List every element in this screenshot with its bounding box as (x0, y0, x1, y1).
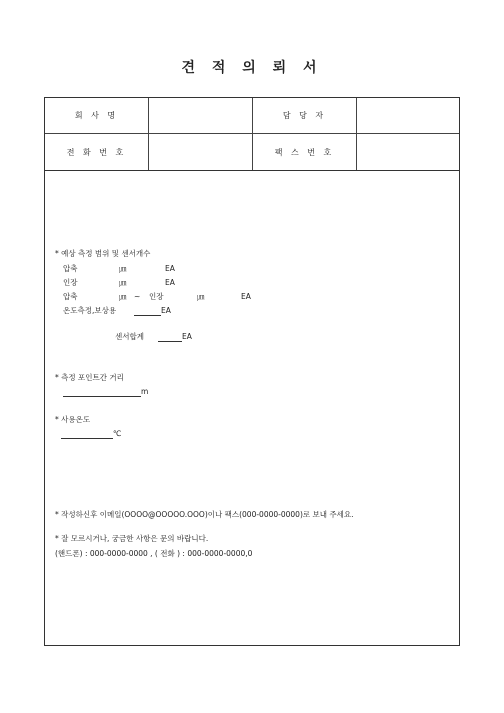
contact-label: 담 당 자 (253, 98, 357, 133)
inquiry-note: * 잘 모르시거나, 궁금한 사항은 문의 바랍니다. (55, 534, 209, 543)
sensor-total-ea: EA (182, 332, 192, 341)
contact-value-field[interactable] (357, 98, 461, 133)
document-title: 견 적 의 뢰 서 (181, 60, 323, 76)
info-row-1 (45, 98, 459, 134)
phone-value-field[interactable] (149, 134, 253, 170)
range-row-both-label: 압축 (63, 292, 78, 301)
phone-label: 전 화 번 호 (45, 134, 149, 170)
range-row-tension-unit: ㎛ (119, 278, 127, 287)
range-row-both-unit: ㎛ (119, 292, 127, 301)
company-label: 회 사 명 (45, 98, 149, 133)
temperature-blank[interactable] (61, 430, 113, 439)
range-row-tension-ea: EA (165, 278, 175, 287)
email-instruction: * 작성하신후 이메일(OOOO@OOOOO.OOO)이나 팩스(000-0000-0000)로 보내 주세요. (55, 510, 354, 519)
distance-blank[interactable] (63, 388, 141, 397)
fax-value-field[interactable] (357, 134, 461, 170)
temp-comp-blank[interactable] (134, 307, 161, 316)
sensor-total-blank[interactable] (158, 333, 182, 342)
info-row-2 (45, 134, 459, 171)
range-row-compression-ea: EA (165, 264, 175, 273)
temp-comp-label: 온도측정,보상용 (63, 306, 117, 315)
contact-numbers: (핸드폰) : 000-0000-0000 , ( 전화 ) : 000-0000-0000,0 (55, 549, 253, 558)
range-row-both-label2: 인장 (149, 292, 164, 301)
form-frame (44, 97, 460, 646)
range-row-both-ea: EA (241, 292, 251, 301)
range-heading: * 예상 측정 범위 및 센서개수 (55, 249, 151, 258)
range-row-both-tilde: ~ (134, 292, 141, 301)
distance-unit: m (141, 387, 149, 396)
temperature-unit: ℃ (113, 429, 122, 438)
range-row-compression-label: 압축 (63, 264, 78, 273)
temp-comp-ea: EA (161, 306, 171, 315)
distance-heading: * 측정 포인트간 거리 (55, 373, 124, 382)
sensor-total-label: 센서합계 (115, 332, 144, 341)
range-row-compression-unit: ㎛ (119, 264, 127, 273)
fax-label: 팩 스 번 호 (253, 134, 357, 170)
range-row-both-unit2: ㎛ (197, 292, 205, 301)
range-row-tension-label: 인장 (63, 278, 78, 287)
temperature-heading: * 사용온도 (55, 415, 91, 424)
company-value-field[interactable] (149, 98, 253, 133)
